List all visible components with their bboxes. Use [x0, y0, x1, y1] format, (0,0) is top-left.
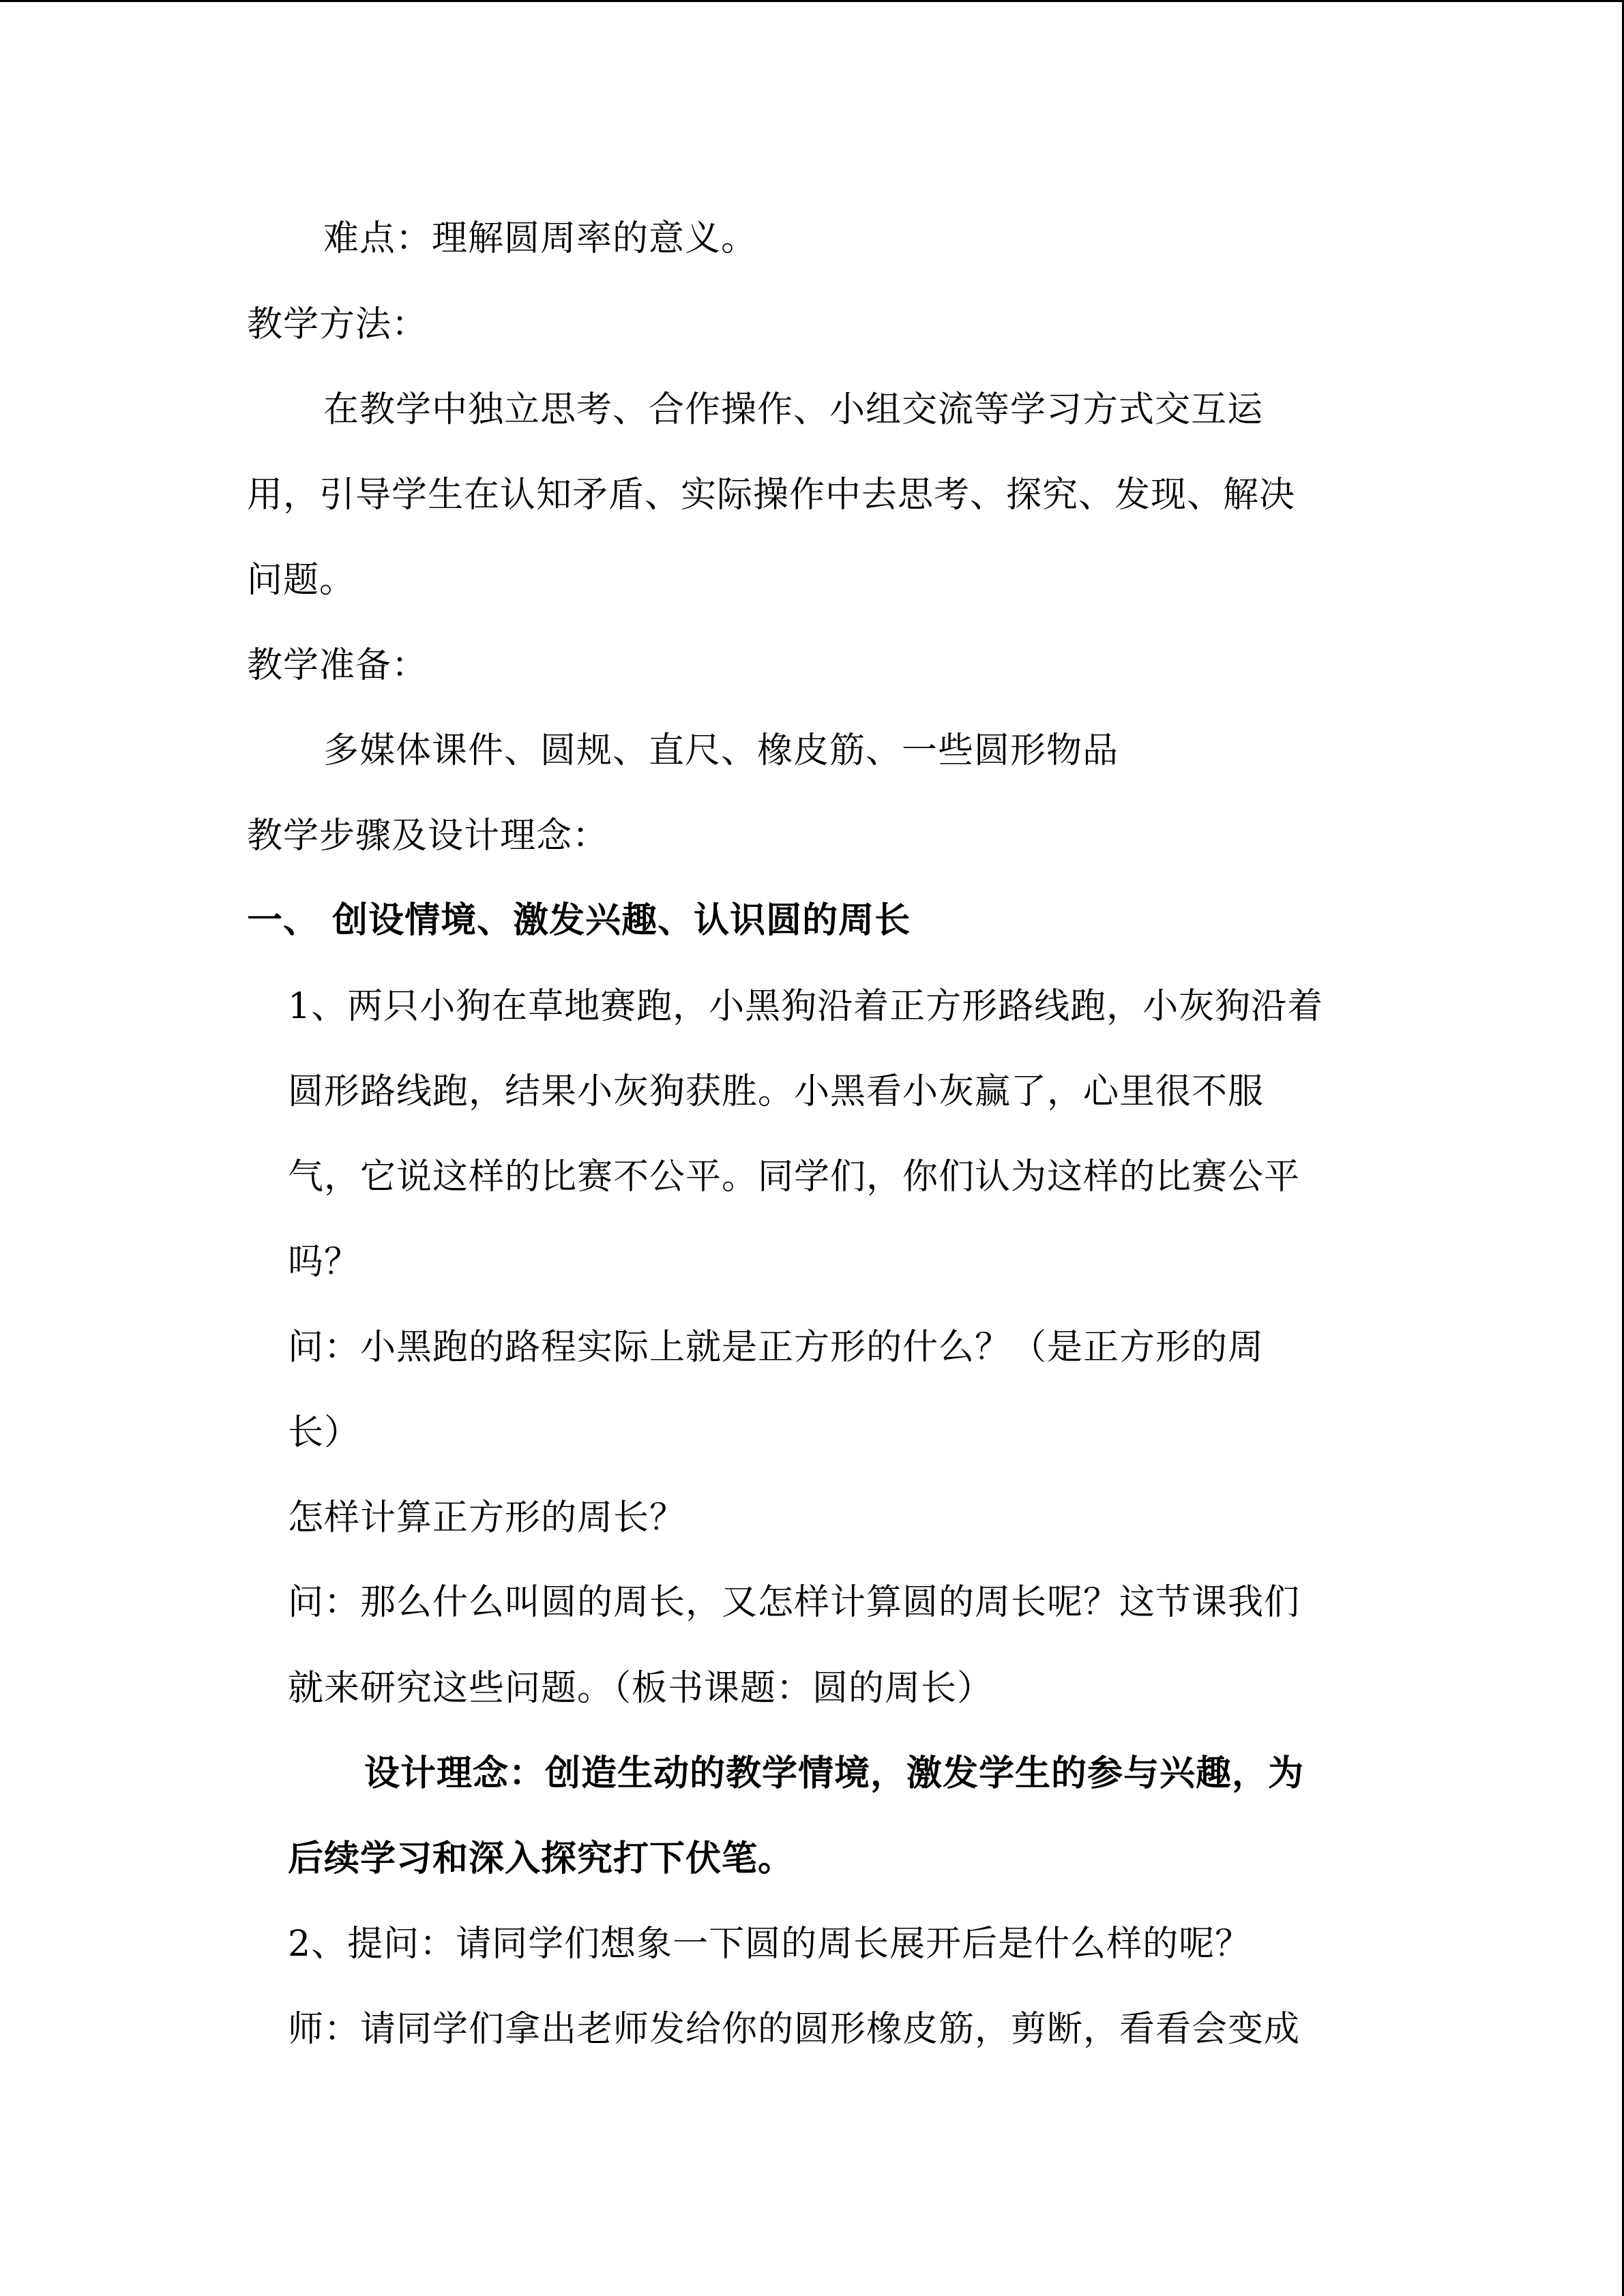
page-top-border [0, 0, 1624, 2]
teaching-prep-heading: 教学准备： [247, 645, 428, 686]
method-paragraph-line-2: 用，引导学生在认知矛盾、实际操作中去思考、探究、发现、解决 [247, 475, 1296, 516]
section-one-heading: 一、 创设情境、激发兴趣、认识圆的周长 [247, 899, 911, 941]
steps-heading: 教学步骤及设计理念： [247, 816, 609, 856]
story-line-2: 圆形路线跑，结果小灰狗获胜。小黑看小灰赢了，心里很不服 [288, 1071, 1265, 1112]
method-paragraph-line-1: 在教学中独立思考、合作操作、小组交流等学习方式交互运 [323, 389, 1264, 430]
story-line-4: 吗？ [288, 1242, 361, 1283]
story-line-3: 气，它说这样的比赛不公平。同学们，你们认为这样的比赛公平 [288, 1157, 1301, 1197]
method-paragraph-line-3: 问题。 [247, 560, 356, 601]
circle-question-line-1: 问：那么什么叫圆的周长，又怎样计算圆的周长呢？这节课我们 [288, 1582, 1301, 1623]
teaching-method-heading: 教学方法： [247, 304, 428, 345]
story-line-1: 1、两只小狗在草地赛跑，小黑狗沿着正方形路线跑，小灰狗沿着 [288, 986, 1324, 1027]
design-concept-line-1: 设计理念：创造生动的教学情境，激发学生的参与兴趣，为 [364, 1753, 1305, 1794]
prep-materials-line: 多媒体课件、圆规、直尺、橡皮筋、一些圆形物品 [323, 730, 1119, 771]
teacher-instruction-line: 师：请同学们拿出老师发给你的圆形橡皮筋，剪断，看看会变成 [288, 2009, 1301, 2050]
square-perimeter-question: 怎样计算正方形的周长？ [288, 1497, 686, 1538]
step-two-question: 2、提问：请同学们想象一下圆的周长展开后是什么样的呢？ [288, 1924, 1252, 1965]
circle-question-line-2: 就来研究这些问题。（板书课题：圆的周长） [288, 1668, 994, 1709]
difficulty-line: 难点：理解圆周率的意义。 [323, 218, 758, 259]
question-square-line-1: 问：小黑跑的路程实际上就是正方形的什么？（是正方形的周 [288, 1327, 1265, 1368]
design-concept-line-2: 后续学习和深入探究打下伏笔。 [288, 1838, 795, 1879]
question-square-line-2: 长） [288, 1412, 361, 1453]
